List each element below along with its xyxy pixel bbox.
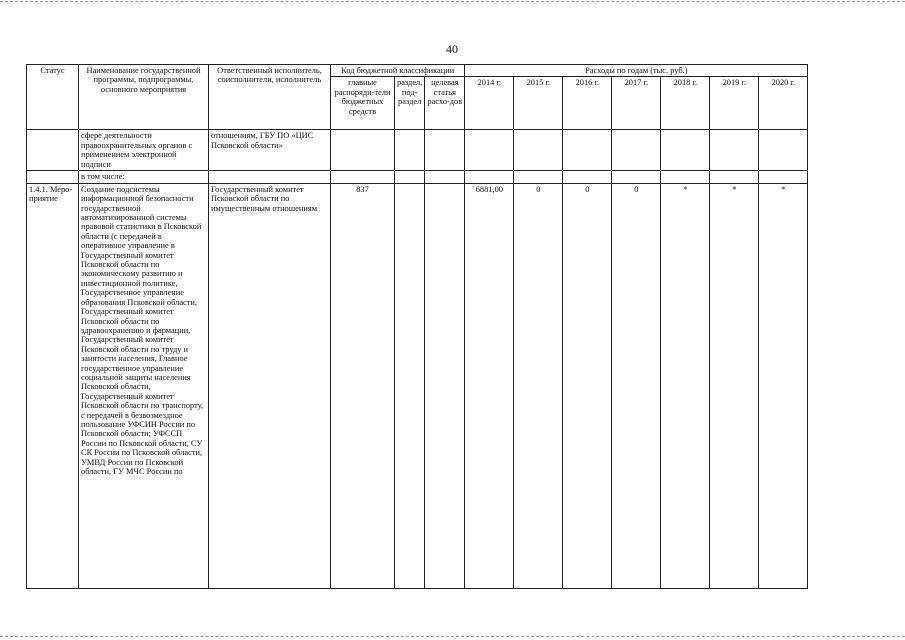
header-expenses: Расходы по годам (тыс. руб.) (465, 65, 808, 77)
cell-empty (209, 171, 331, 183)
cell-empty (331, 130, 395, 171)
cell-year-2017: 0 (612, 183, 661, 588)
table-row-activity (27, 183, 808, 588)
cell-year-2019: * (710, 183, 759, 588)
header-year-2015: 2015 г. (514, 77, 563, 130)
header-year-2019: 2019 г. (710, 77, 759, 130)
cell-empty (661, 130, 710, 171)
cell-main-manager: 837 (331, 183, 395, 588)
cell-section (395, 183, 425, 588)
cell-empty (759, 171, 808, 183)
cell-empty (425, 130, 465, 171)
cell-status (27, 130, 79, 171)
cell-empty (465, 171, 514, 183)
header-year-2016: 2016 г. (563, 77, 612, 130)
cell-empty (710, 130, 759, 171)
header-section: раздел, под-раздел (395, 77, 425, 130)
cell-empty (661, 171, 710, 183)
table-row-including (27, 171, 808, 183)
cell-empty (425, 171, 465, 183)
cell-empty (710, 171, 759, 183)
cell-empty (331, 171, 395, 183)
cell-status (27, 171, 79, 183)
cell-empty (563, 171, 612, 183)
header-status: Статус (27, 65, 79, 130)
scan-edge-bottom (0, 636, 905, 638)
header-row-1 (27, 65, 808, 77)
table-row-continuation (27, 130, 808, 171)
cell-responsible: Государственный комитет Псковской области по имущественным отношениям (209, 183, 331, 588)
header-target-item: целевая статья расхо-дов (425, 77, 465, 130)
cell-year-2016: 0 (563, 183, 612, 588)
cell-empty (395, 171, 425, 183)
cell-empty (612, 130, 661, 171)
cell-empty (563, 130, 612, 171)
cell-year-2015: 0 (514, 183, 563, 588)
cell-empty (514, 130, 563, 171)
cell-name: Создание подсистемы информационной безопасности государственной автоматизированной системы правовой статистики в Псковской области (с передачей в оперативное управление в Государственный комитет Псковской области по экономическому развитию и инвестиционной политике, Государственное управление образования Псковской области, Государственный комитет Псковской области по здравоохранению и фармации, Государственный комитет Псковской области по труду и занятости населения, Главное государственное управление социальной защиты населения Псковской области, Государственный комитет Псковской области по транспорту, с передачей в безвозмездное пользование УФСИН России по Псковской области; УФССП России по Псковской области, СУ СК России по Псковской области, УМВД России по Псковской области, ГУ МЧС России по (79, 183, 209, 588)
cell-name: сфере деятельности правоохранительных органов с применением электронной подписи (79, 130, 209, 171)
header-year-2018: 2018 г. (661, 77, 710, 130)
cell-status: 1.4.1. Меро-приятие (27, 183, 79, 588)
header-budget-code: Код бюджетной классификации (331, 65, 465, 77)
header-year-2017: 2017 г. (612, 77, 661, 130)
cell-year-2014: 6881,00 (465, 183, 514, 588)
cell-empty (514, 171, 563, 183)
program-table (26, 64, 808, 589)
header-year-2020: 2020 г. (759, 77, 808, 130)
scan-edge-top (0, 1, 905, 3)
header-main-manager: главные распоряди-тели бюджетных средств (331, 77, 395, 130)
cell-empty (759, 130, 808, 171)
page-number: 40 (446, 42, 458, 56)
header-year-2014: 2014 г. (465, 77, 514, 130)
cell-year-2018: * (661, 183, 710, 588)
header-responsible: Ответственный исполнитель, соисполнители, исполнитель (209, 65, 331, 130)
cell-target-item (425, 183, 465, 588)
cell-empty (395, 130, 425, 171)
cell-empty (612, 171, 661, 183)
cell-responsible: отношениям, ГБУ ПО «ЦИС Псковской области» (209, 130, 331, 171)
cell-empty (465, 130, 514, 171)
cell-name: в том числе: (79, 171, 209, 183)
cell-year-2020: * (759, 183, 808, 588)
header-name: Наименование государственной программы, подпрограммы, основного мероприятия (79, 65, 209, 130)
